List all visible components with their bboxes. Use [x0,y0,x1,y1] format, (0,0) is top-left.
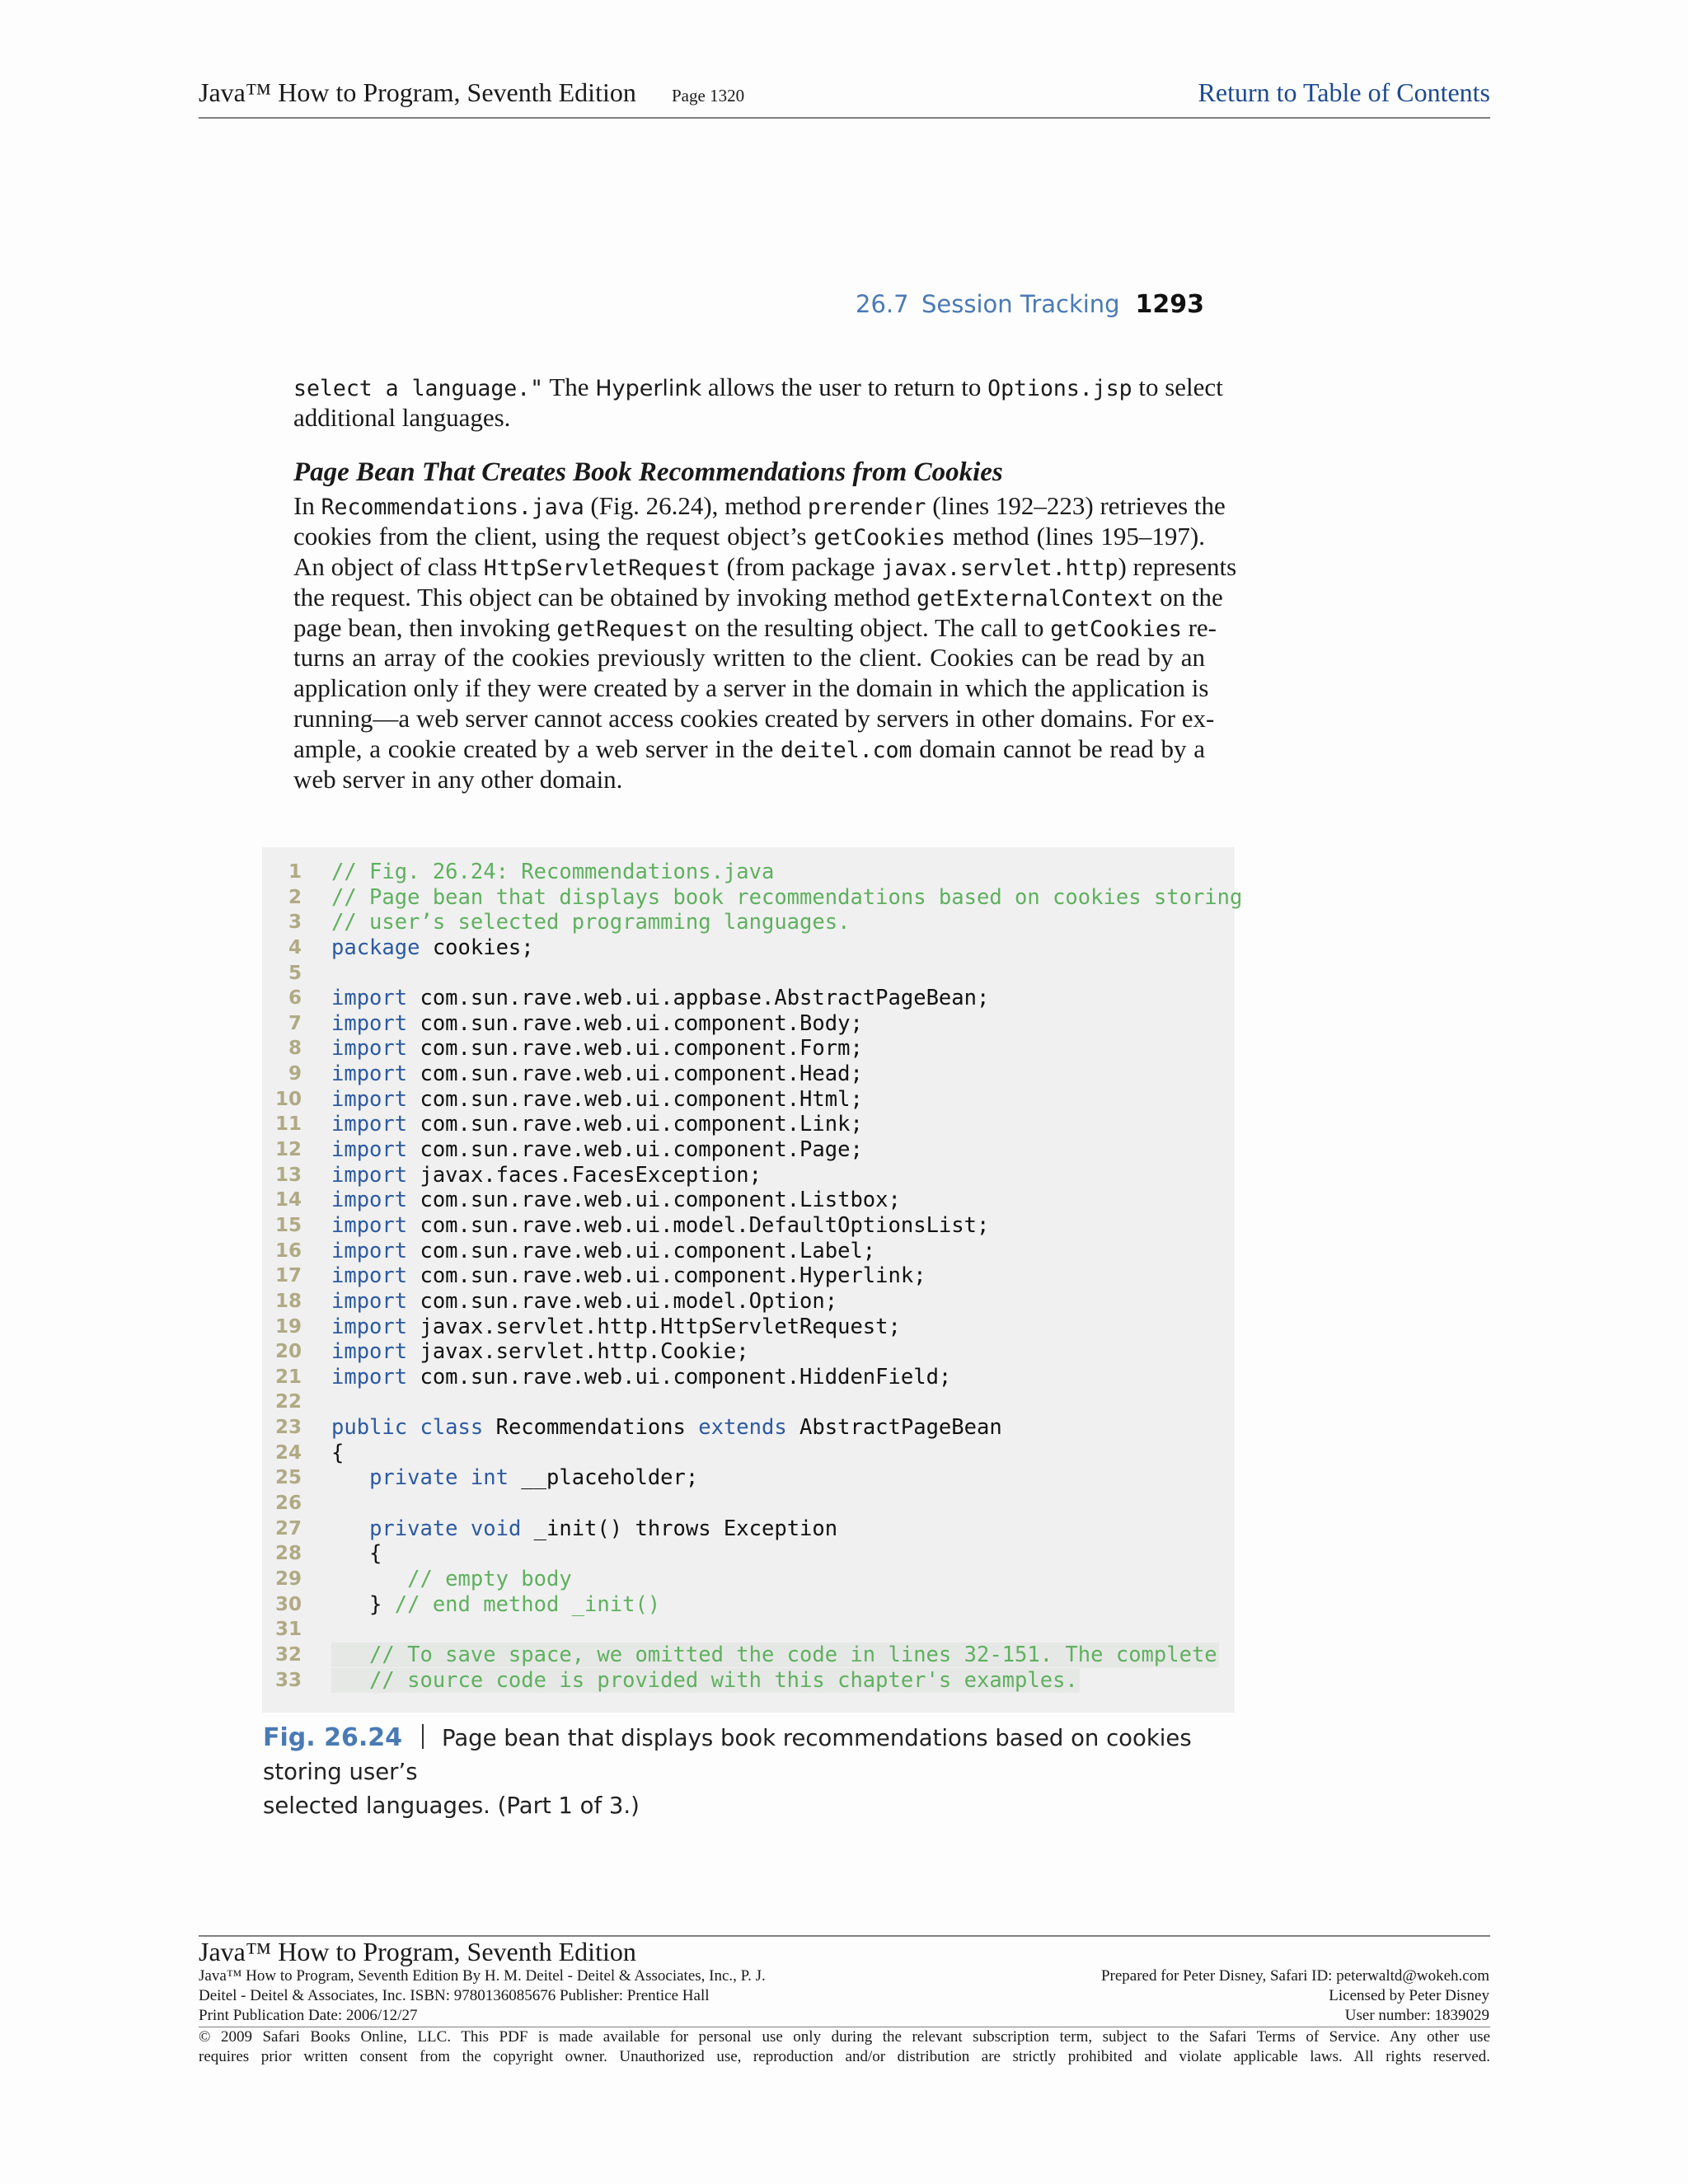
toc-link[interactable]: Return to Table of Contents [1198,77,1490,107]
body-line [293,551,1237,583]
inline-code: javax.servlet.http [881,555,1118,581]
code-line [262,910,1235,935]
line-number: 17 [274,1265,302,1287]
inline-code: deitel.com [780,738,912,764]
code-line [262,1643,1235,1668]
line-number: 13 [274,1164,302,1186]
text-run: domain cannot be read by a [912,734,1205,764]
code-text: import com.sun.rave.web.ui.component.Label; [331,1238,876,1263]
body-line [293,643,1205,673]
line-number: 1 [288,861,302,883]
footer-license-info [1101,1966,1489,2026]
code-text: public class Recommendations extends AbstractPageBean [331,1415,1002,1441]
inline-ui-term: Hyperlink [595,376,702,401]
code-text: // empty body [331,1566,572,1591]
line-number: 28 [274,1543,302,1565]
text-run: turns an array of the cookies previously written to the client. Cookies can be read by an [293,643,1205,673]
code-line [262,935,1235,961]
code-line [262,1137,1235,1163]
code-line [262,1617,1235,1643]
text-run: The [543,373,596,401]
text-run: (from package [720,551,882,581]
line-number: 2 [288,886,302,908]
caption-text-line2: selected languages. (Part 1 of 3.) [263,1793,640,1819]
body-line [293,765,1205,795]
caption-text-line1: Page bean that displays book recommendations based on cookies storing user’s [263,1725,1192,1785]
code-line [262,1087,1235,1113]
inline-code: Recommendations.java [321,494,584,520]
inline-code: select a language." [293,376,544,401]
code-text: // To save space, we omitted the code in lines 32-151. The complete [331,1642,1217,1667]
line-number: 23 [274,1417,302,1439]
text-run: on the [1153,582,1223,612]
text-run: application only if they were created by a server in the domain in which the application is [293,673,1209,703]
code-line [262,1315,1235,1340]
section-title: Session Tracking [921,290,1120,318]
intro-line [293,403,1205,434]
figure-label: Fig. 26.24 [263,1723,402,1752]
code-text: // user’s selected programming languages. [331,910,851,935]
text-run: cookies from the client, using the request object’s [293,521,814,551]
line-number: 30 [274,1593,302,1615]
footer-publication-info [199,1966,766,2026]
text-run: (Fig. 26.24), method [584,491,808,520]
text-run: (lines 192–223) retrieves the [926,491,1226,520]
code-text: import javax.faces.FacesException; [331,1162,762,1188]
code-line [262,1390,1235,1415]
code-line [262,1112,1235,1137]
page-label: Page 1320 [672,86,745,105]
line-number: 14 [274,1189,302,1212]
code-text: private int __placeholder; [369,1465,699,1491]
page-number: 1293 [1135,290,1204,319]
line-number: 12 [274,1139,302,1161]
line-number: 20 [274,1341,302,1363]
top-header [199,76,1490,119]
line-number: 33 [274,1669,302,1691]
code-line [262,1339,1235,1365]
code-line [262,1263,1235,1289]
body-line [293,734,1205,765]
code-line [262,986,1235,1011]
code-text: import com.sun.rave.web.ui.component.Html; [331,1086,863,1112]
intro-paragraph [293,373,1223,434]
code-text: // source code is provided with this chapter's examples. [331,1667,1078,1693]
body-line [293,491,1226,522]
code-line [262,1365,1235,1390]
line-number: 3 [288,912,302,934]
code-line [262,961,1235,987]
code-text: import com.sun.rave.web.ui.model.DefaultOptionsList; [331,1212,990,1238]
code-line [262,1541,1235,1567]
line-number: 11 [274,1113,302,1136]
text-run: web server in any other domain. [293,765,623,794]
line-number: 7 [288,1012,302,1034]
line-number: 21 [274,1366,302,1388]
code-text: // Fig. 26.24: Recommendations.java [331,860,775,884]
code-text: import com.sun.rave.web.ui.component.Hyperlink; [331,1263,926,1289]
line-number: 22 [274,1391,302,1413]
line-number: 18 [274,1290,302,1312]
body-line [293,673,1209,704]
code-text: { [331,1440,345,1465]
code-line [262,1441,1235,1466]
line-number: 31 [274,1619,302,1641]
footer-left-line: Print Publication Date: 2006/12/27 [199,2007,418,2024]
inline-code: prerender [807,494,926,520]
text-run: page bean, then invoking [293,612,557,642]
code-text: import com.sun.rave.web.ui.component.HiddenField; [331,1364,952,1390]
text-run: running—a web server cannot access cookies created by servers in other domains. For ex- [293,704,1215,733]
intro-line [293,373,1223,403]
text-run: method (lines 195–197). [945,521,1205,551]
line-number: 4 [288,936,302,958]
line-number: 24 [274,1441,302,1464]
inline-code: getExternalContext [917,585,1154,612]
code-line [262,1289,1235,1315]
line-number: 26 [274,1493,302,1515]
code-text: import com.sun.rave.web.ui.component.Head; [331,1062,863,1087]
footer-left-line: Java™ How to Program, Seventh Edition By H. M. Deitel - Deitel & Associates, Inc., P. J. [199,1967,766,1985]
body-line [293,704,1215,734]
inline-code: getCookies [814,524,945,551]
section-number: 26.7 [856,290,909,318]
footer-right-line: Prepared for Peter Disney, Safari ID: peterwaltd@wokeh.com [1100,1967,1489,1985]
subheading: Page Bean That Creates Book Recommendations from Cookies [293,457,1003,487]
line-number: 25 [274,1467,302,1489]
line-number: 32 [274,1643,302,1666]
text-run: on the resulting object. The call to [687,612,1051,642]
text-run: ample, a cookie created by a web server in the [293,734,781,764]
code-text: } // end method _init() [331,1591,661,1617]
code-line [262,1188,1235,1213]
text-run: to select [1132,373,1223,401]
line-number: 19 [274,1315,302,1338]
code-line [262,1036,1235,1062]
footer-right-line: Licensed by Peter Disney [1329,1987,1489,2004]
text-run: allows the user to return to [701,373,988,401]
code-line [262,1213,1235,1239]
code-line [262,1465,1235,1491]
code-line [262,1592,1235,1618]
figure-caption [263,1721,1205,1823]
code-text: import com.sun.rave.web.ui.component.Page; [331,1137,863,1163]
line-number: 5 [288,962,302,984]
code-line [262,860,1235,885]
footer-copyright [199,2027,1490,2067]
text-run: In [293,491,321,520]
line-number: 10 [274,1088,302,1110]
text-run: additional languages. [293,402,511,432]
running-head [856,287,1204,323]
code-text: import com.sun.rave.web.ui.component.Body; [331,1010,863,1036]
text-run: re- [1181,612,1217,642]
code-line [262,1239,1235,1264]
footer-left-line: Deitel - Deitel & Associates, Inc. ISBN: 9780136085676 Publisher: Prentice Hall [199,1987,710,2004]
body-line [293,522,1205,552]
code-text: private void _init() throws Exception [369,1516,838,1541]
text-run: the request. This object can be obtained by invoking method [293,582,917,612]
code-line [262,1163,1235,1188]
body-line [293,612,1217,644]
inline-code: getRequest [556,616,688,642]
code-line [262,884,1243,911]
code-text: package cookies; [331,935,534,960]
line-number: 27 [274,1517,302,1540]
line-number: 15 [274,1214,302,1236]
footer-title: Java™ How to Program, Seventh Edition [199,1937,636,1966]
code-text: { [331,1541,382,1567]
book-title: Java™ How to Program, Seventh Edition [199,77,636,107]
line-number: 9 [288,1063,302,1085]
code-text: import com.sun.rave.web.ui.component.Form; [331,1036,863,1062]
inline-code: getCookies [1050,616,1182,642]
code-text: import javax.servlet.http.Cookie; [331,1339,749,1365]
body-line [293,582,1223,613]
code-line [262,1415,1235,1441]
code-text: // Page bean that displays book recommendations based on cookies storing [331,884,1243,910]
code-line [262,1567,1235,1592]
code-listing [262,860,1243,1693]
code-line [262,1516,1235,1542]
code-text: import com.sun.rave.web.ui.appbase.AbstractPageBean; [331,986,990,1011]
body-paragraph [293,491,1237,795]
line-number: 6 [288,987,302,1010]
caption-separator [422,1724,424,1749]
line-number: 8 [288,1038,302,1060]
code-text: import com.sun.rave.web.ui.model.Option; [331,1288,838,1314]
inline-code: Options.jsp [987,376,1132,401]
copyright-line: requires prior written consent from the copyright owner. Unauthorized use, reproduction and/or distribution are strictly prohibited and violate applicable laws. All rights reserved. [199,2048,1490,2065]
code-text: import com.sun.rave.web.ui.component.Listbox; [331,1188,901,1213]
line-number: 29 [274,1568,302,1590]
text-run: ) represents [1118,551,1237,581]
code-line [262,1668,1235,1694]
copyright-line: © 2009 Safari Books Online, LLC. This PDF is made available for personal use only during the relevant subscription term, subject to the Safari Terms of Service. Any other use [199,2028,1490,2046]
text-run: An object of class [293,551,484,581]
code-line [262,1011,1235,1037]
code-text: import com.sun.rave.web.ui.component.Link; [331,1112,863,1137]
line-number: 16 [274,1240,302,1262]
footer-right-line: User number: 1839029 [1344,2007,1489,2024]
code-text: import javax.servlet.http.HttpServletRequest; [331,1314,901,1339]
code-line [262,1062,1235,1087]
code-line [262,1491,1235,1516]
inline-code: HttpServletRequest [483,555,720,581]
